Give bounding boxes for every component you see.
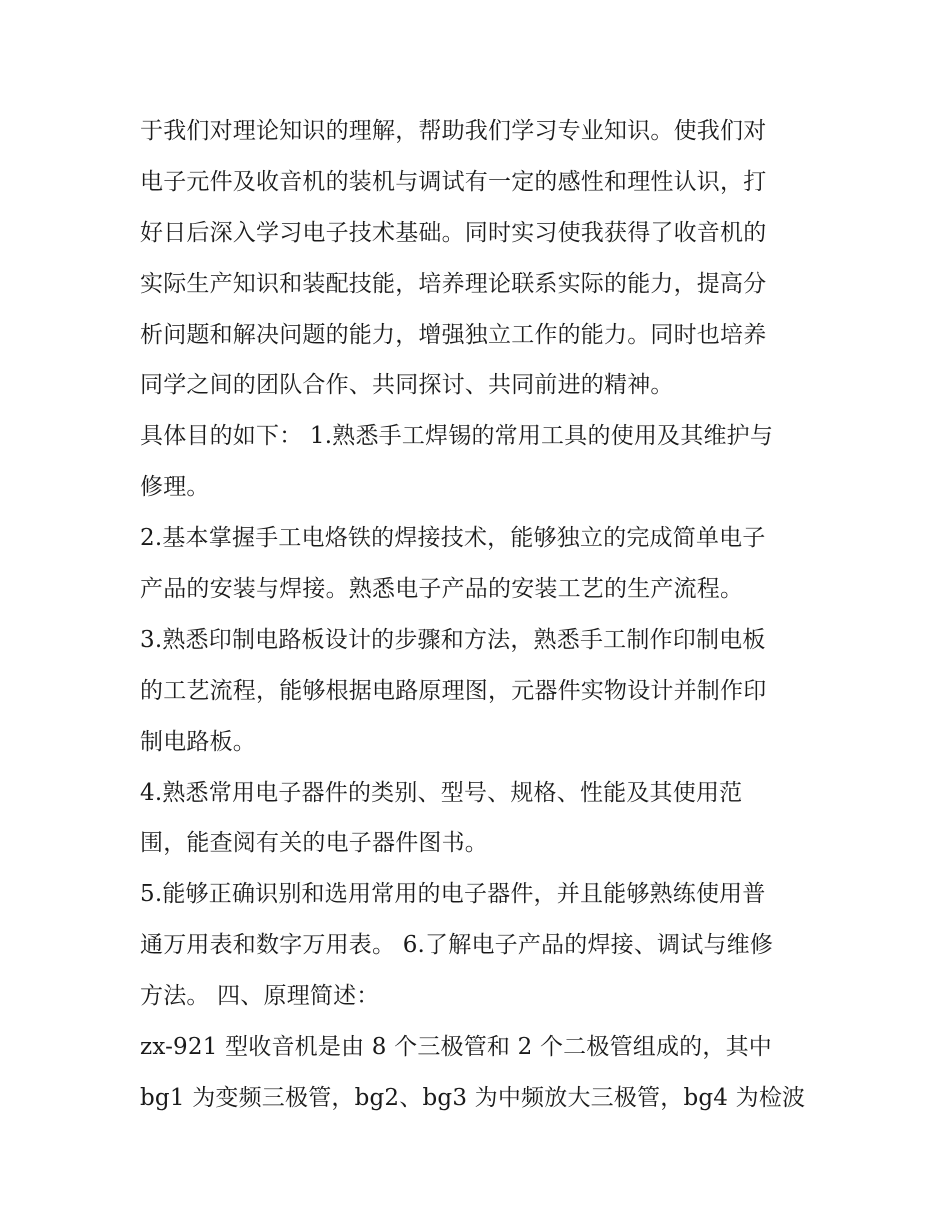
text-line: 同学之间的团队合作、共同探讨、共同前进的精神。: [140, 372, 674, 399]
text-line: zx-921 型收音机是由 8 个三极管和 2 个二极管组成的，其中: [140, 1034, 772, 1061]
document-body: [140, 106, 830, 1124]
text-line: 实际生产知识和装配技能，培养理论联系实际的能力，提高分: [140, 270, 767, 297]
text-line: 析问题和解决问题的能力，增强独立工作的能力。同时也培养: [140, 321, 767, 348]
text-line: 2.基本掌握手工电烙铁的焊接技术，能够独立的完成简单电子: [140, 525, 766, 552]
text-line: 4.熟悉常用电子器件的类别、型号、规格、性能及其使用范: [140, 779, 743, 806]
text-line: 修理。: [140, 474, 210, 501]
text-line: 的工艺流程，能够根据电路原理图，元器件实物设计并制作印: [140, 677, 767, 704]
text-line: 围，能查阅有关的电子器件图书。: [140, 830, 488, 857]
text-line: bg1 为变频三极管，bg2、bg3 为中频放大三极管，bg4 为检波: [140, 1084, 806, 1111]
text-line: 方法。 四、原理简述：: [140, 983, 380, 1010]
text-line: 产品的安装与焊接。熟悉电子产品的安装工艺的生产流程。: [140, 576, 744, 603]
text-line: 制电路板。: [140, 728, 256, 755]
text-line: 于我们对理论知识的理解，帮助我们学习专业知识。使我们对: [140, 118, 767, 144]
text-line: 5.能够正确识别和选用常用的电子器件，并且能够熟练使用普: [140, 881, 766, 908]
text-line: 电子元件及收音机的装机与调试有一定的感性和理性认识，打: [140, 168, 767, 195]
text-line: 通万用表和数字万用表。 6.了解电子产品的焊接、调试与维修: [140, 932, 774, 959]
text-line: 好日后深入学习电子技术基础。同时实习使我获得了收音机的: [140, 219, 767, 246]
text-line: 具体目的如下： 1.熟悉手工焊锡的常用工具的使用及其维护与: [140, 423, 774, 450]
text-line: 3.熟悉印制电路板设计的步骤和方法，熟悉手工制作印制电板: [140, 626, 766, 653]
